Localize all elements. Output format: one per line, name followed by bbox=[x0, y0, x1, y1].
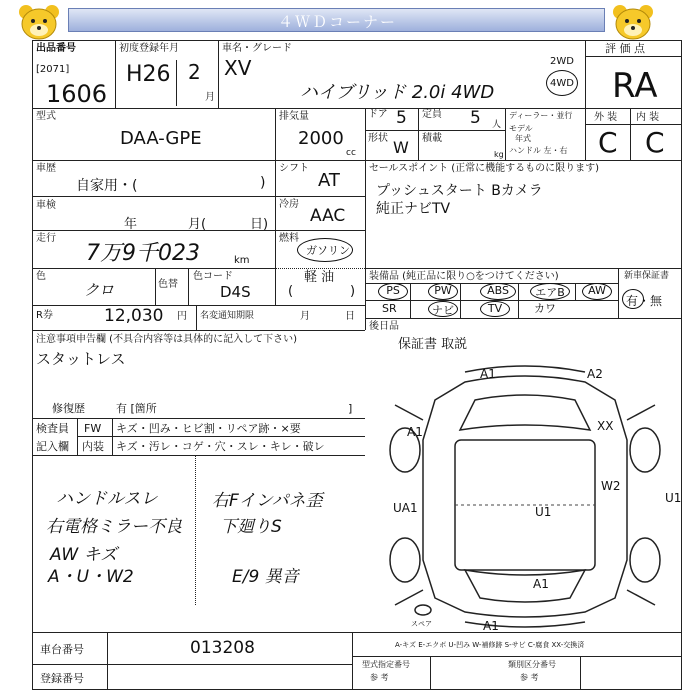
header-title: ４ＷＤコーナー bbox=[277, 13, 397, 31]
equipment-label: 装備品 (純正品に限り○をつけてください) bbox=[369, 271, 559, 282]
capacity-label: 定員 bbox=[422, 109, 442, 120]
mark-w2: W2 bbox=[601, 479, 621, 493]
inspection-day: 日) bbox=[250, 217, 269, 232]
rating-ext: C bbox=[598, 126, 618, 159]
color-label: 色 bbox=[36, 271, 46, 282]
equip-abs: ABS bbox=[480, 283, 516, 300]
notice-day: 日 bbox=[345, 311, 355, 322]
inspection-year: 年 bbox=[124, 217, 138, 232]
remark-left-1: ハンドルスレ bbox=[56, 489, 158, 509]
reg-month-unit: 月 bbox=[205, 92, 215, 103]
remark-right-2: 下廻りS bbox=[220, 517, 282, 537]
recycle-value: 12,030 bbox=[104, 306, 164, 326]
rating-label: 評 価 点 bbox=[605, 42, 645, 55]
notice-label: 名変通知期限 bbox=[200, 311, 255, 321]
equip-ps: PS bbox=[378, 283, 408, 300]
equip-tv: TV bbox=[480, 301, 510, 317]
dealer-model-label: モデル bbox=[509, 124, 533, 133]
color-code: D4S bbox=[220, 283, 251, 301]
mark-a1-top: A1 bbox=[480, 367, 496, 381]
history-label: 車歴 bbox=[36, 163, 56, 174]
cat-ref: 参 考 bbox=[520, 673, 539, 682]
type-value: DAA-GPE bbox=[120, 128, 202, 149]
equip-aw: AW bbox=[582, 283, 612, 300]
mark-ua1: UA1 bbox=[393, 501, 418, 515]
reg-label: 初度登録年月 bbox=[119, 43, 179, 54]
new-warranty-circle bbox=[622, 289, 644, 309]
rating-int-label: 内 装 bbox=[636, 112, 660, 123]
chassis-value: 013208 bbox=[190, 638, 255, 658]
inspector-row2-label: 内装 bbox=[82, 440, 104, 453]
inspector-row2: キズ・汚レ・コゲ・穴・スレ・キレ・破レ bbox=[116, 440, 325, 453]
mark-a2-top: A2 bbox=[587, 367, 603, 381]
rating-ext-label: 外 装 bbox=[594, 112, 618, 123]
model-label: 車名・グレード bbox=[222, 43, 292, 54]
mark-a1-bottom: A1 bbox=[483, 619, 499, 630]
load-unit: kg bbox=[494, 150, 504, 159]
doors-label: ドア bbox=[368, 109, 388, 120]
fuel-gas: ガソリン bbox=[306, 244, 350, 257]
mileage-value: 7万9千023 bbox=[86, 241, 200, 266]
capacity-unit: 人 bbox=[492, 120, 502, 130]
new-warranty-label: 新車保証書 bbox=[624, 271, 670, 281]
accessories-label: 後日品 bbox=[369, 321, 399, 332]
inspector-label1: 検査員 bbox=[36, 422, 69, 435]
remark-left-4: A・U・W2 bbox=[48, 567, 134, 587]
displacement-value: 2000 bbox=[298, 128, 344, 149]
color-change-label: 色替 bbox=[158, 279, 178, 290]
equip-sr: SR bbox=[382, 302, 397, 315]
notes-label: 注意事項申告欄 (不具合内容等は具体的に記入して下さい) bbox=[36, 334, 297, 345]
type-label: 型式 bbox=[36, 111, 56, 122]
drive-4wd-circle bbox=[546, 70, 578, 96]
repair-close: ] bbox=[348, 402, 353, 415]
sales-point-line1: プッシュスタート Bカメラ bbox=[376, 183, 543, 199]
bear-mascot-icon bbox=[608, 2, 658, 42]
vehicle-damage-diagram bbox=[365, 360, 682, 630]
inspection-label: 車検 bbox=[36, 200, 56, 211]
mark-u1-center: U1 bbox=[535, 505, 552, 519]
notice-month: 月 bbox=[300, 311, 310, 322]
remark-left-3: AW キズ bbox=[50, 545, 118, 565]
repair-value: 有 [箇所 bbox=[116, 402, 157, 415]
history-value: 自家用・( bbox=[76, 178, 138, 194]
inspector-label2: 記入欄 bbox=[36, 440, 69, 453]
equip-leather: カワ bbox=[534, 302, 556, 315]
remark-right-1: 右Fインパネ歪 bbox=[212, 491, 323, 511]
doors-value: 5 bbox=[396, 108, 407, 128]
remark-right-3: E/9 異音 bbox=[232, 567, 299, 587]
aircon-value: AAC bbox=[310, 206, 346, 226]
inspector-row1: キズ・凹み・ヒビ割・リペア跡・×要 bbox=[116, 422, 301, 435]
history-close: ) bbox=[260, 175, 266, 191]
cert-ref: 参 考 bbox=[370, 673, 389, 682]
rating-int: C bbox=[645, 126, 665, 159]
fuel-paren-open: ( bbox=[288, 284, 294, 299]
model-grade: ハイブリッド 2.0i 4WD bbox=[300, 82, 495, 103]
accessories-value: 保証書 取説 bbox=[398, 337, 468, 352]
shift-value: AT bbox=[318, 170, 340, 191]
mileage-label: 走行 bbox=[36, 233, 56, 244]
reg-era: H26 bbox=[126, 62, 171, 87]
notes-value: スタットレス bbox=[36, 350, 126, 368]
mark-xx: XX bbox=[597, 419, 614, 433]
registration-label: 登録番号 bbox=[40, 672, 84, 685]
sales-point-line2: 純正ナビTV bbox=[376, 201, 451, 217]
rating-score: RA bbox=[612, 66, 658, 106]
inspector-row1-label: FW bbox=[84, 422, 102, 435]
aircon-label: 冷房 bbox=[279, 199, 299, 210]
repair-label: 修復歴 bbox=[52, 402, 85, 415]
mark-a1-left: A1 bbox=[407, 425, 423, 439]
recycle-label: R券 bbox=[36, 310, 53, 321]
reg-month: 2 bbox=[188, 60, 201, 84]
fuel-gas-circle bbox=[297, 238, 353, 262]
bear-mascot-icon bbox=[14, 2, 64, 42]
drive-label: 2WD bbox=[550, 56, 574, 67]
spare-label: スペア bbox=[411, 620, 432, 628]
dealer-handle: ハンドル 左・右 bbox=[509, 146, 568, 155]
capacity-value: 5 bbox=[470, 108, 481, 128]
displacement-unit: cc bbox=[346, 148, 356, 158]
dealer-year-label: 年式 bbox=[515, 134, 531, 143]
fuel-label: 燃料 bbox=[279, 233, 299, 244]
lot-label: 出品番号 bbox=[36, 43, 76, 54]
shape-value: W bbox=[393, 138, 409, 157]
color-code-label: 色コード bbox=[193, 271, 233, 282]
shift-label: シフト bbox=[279, 163, 309, 174]
lot-sub: [2071] bbox=[36, 64, 70, 75]
drive-selected: 4WD bbox=[550, 78, 574, 89]
equip-pw: PW bbox=[428, 283, 458, 300]
fuel-diesel: 軽 油 bbox=[304, 270, 335, 285]
model-name: XV bbox=[224, 56, 252, 80]
mark-u1-right: U1 bbox=[665, 491, 682, 505]
mileage-unit: km bbox=[234, 255, 250, 266]
legend-text: A-キズ E-エクボ U-凹み W-補修跡 S-サビ C-腐食 XX-交換済 bbox=[395, 641, 585, 649]
lot-number: 1606 bbox=[46, 80, 108, 108]
sales-point-label: セールスポイント (正常に機能するものに限ります) bbox=[369, 163, 600, 174]
shape-label: 形状 bbox=[368, 133, 388, 144]
header-bar bbox=[68, 8, 605, 32]
inspection-month: 月( bbox=[188, 217, 207, 232]
cert-label: 型式指定番号 bbox=[362, 660, 410, 669]
dealer-label: ディーラー・並行 bbox=[509, 111, 573, 120]
fuel-paren-close: ) bbox=[350, 284, 356, 299]
equip-navi: ナビ bbox=[428, 301, 458, 317]
chassis-label: 車台番号 bbox=[40, 643, 84, 656]
displacement-label: 排気量 bbox=[279, 111, 309, 122]
load-label: 積載 bbox=[422, 133, 442, 144]
recycle-unit: 円 bbox=[177, 311, 187, 322]
new-warranty-value: 有・無 bbox=[626, 294, 663, 308]
cat-label: 類別区分番号 bbox=[508, 660, 556, 669]
mark-a1-rear: A1 bbox=[533, 577, 549, 591]
color-value: クロ bbox=[84, 281, 115, 299]
equip-airbag: エアB bbox=[530, 283, 570, 300]
remark-left-2: 右電格ミラー不良 bbox=[46, 517, 182, 537]
